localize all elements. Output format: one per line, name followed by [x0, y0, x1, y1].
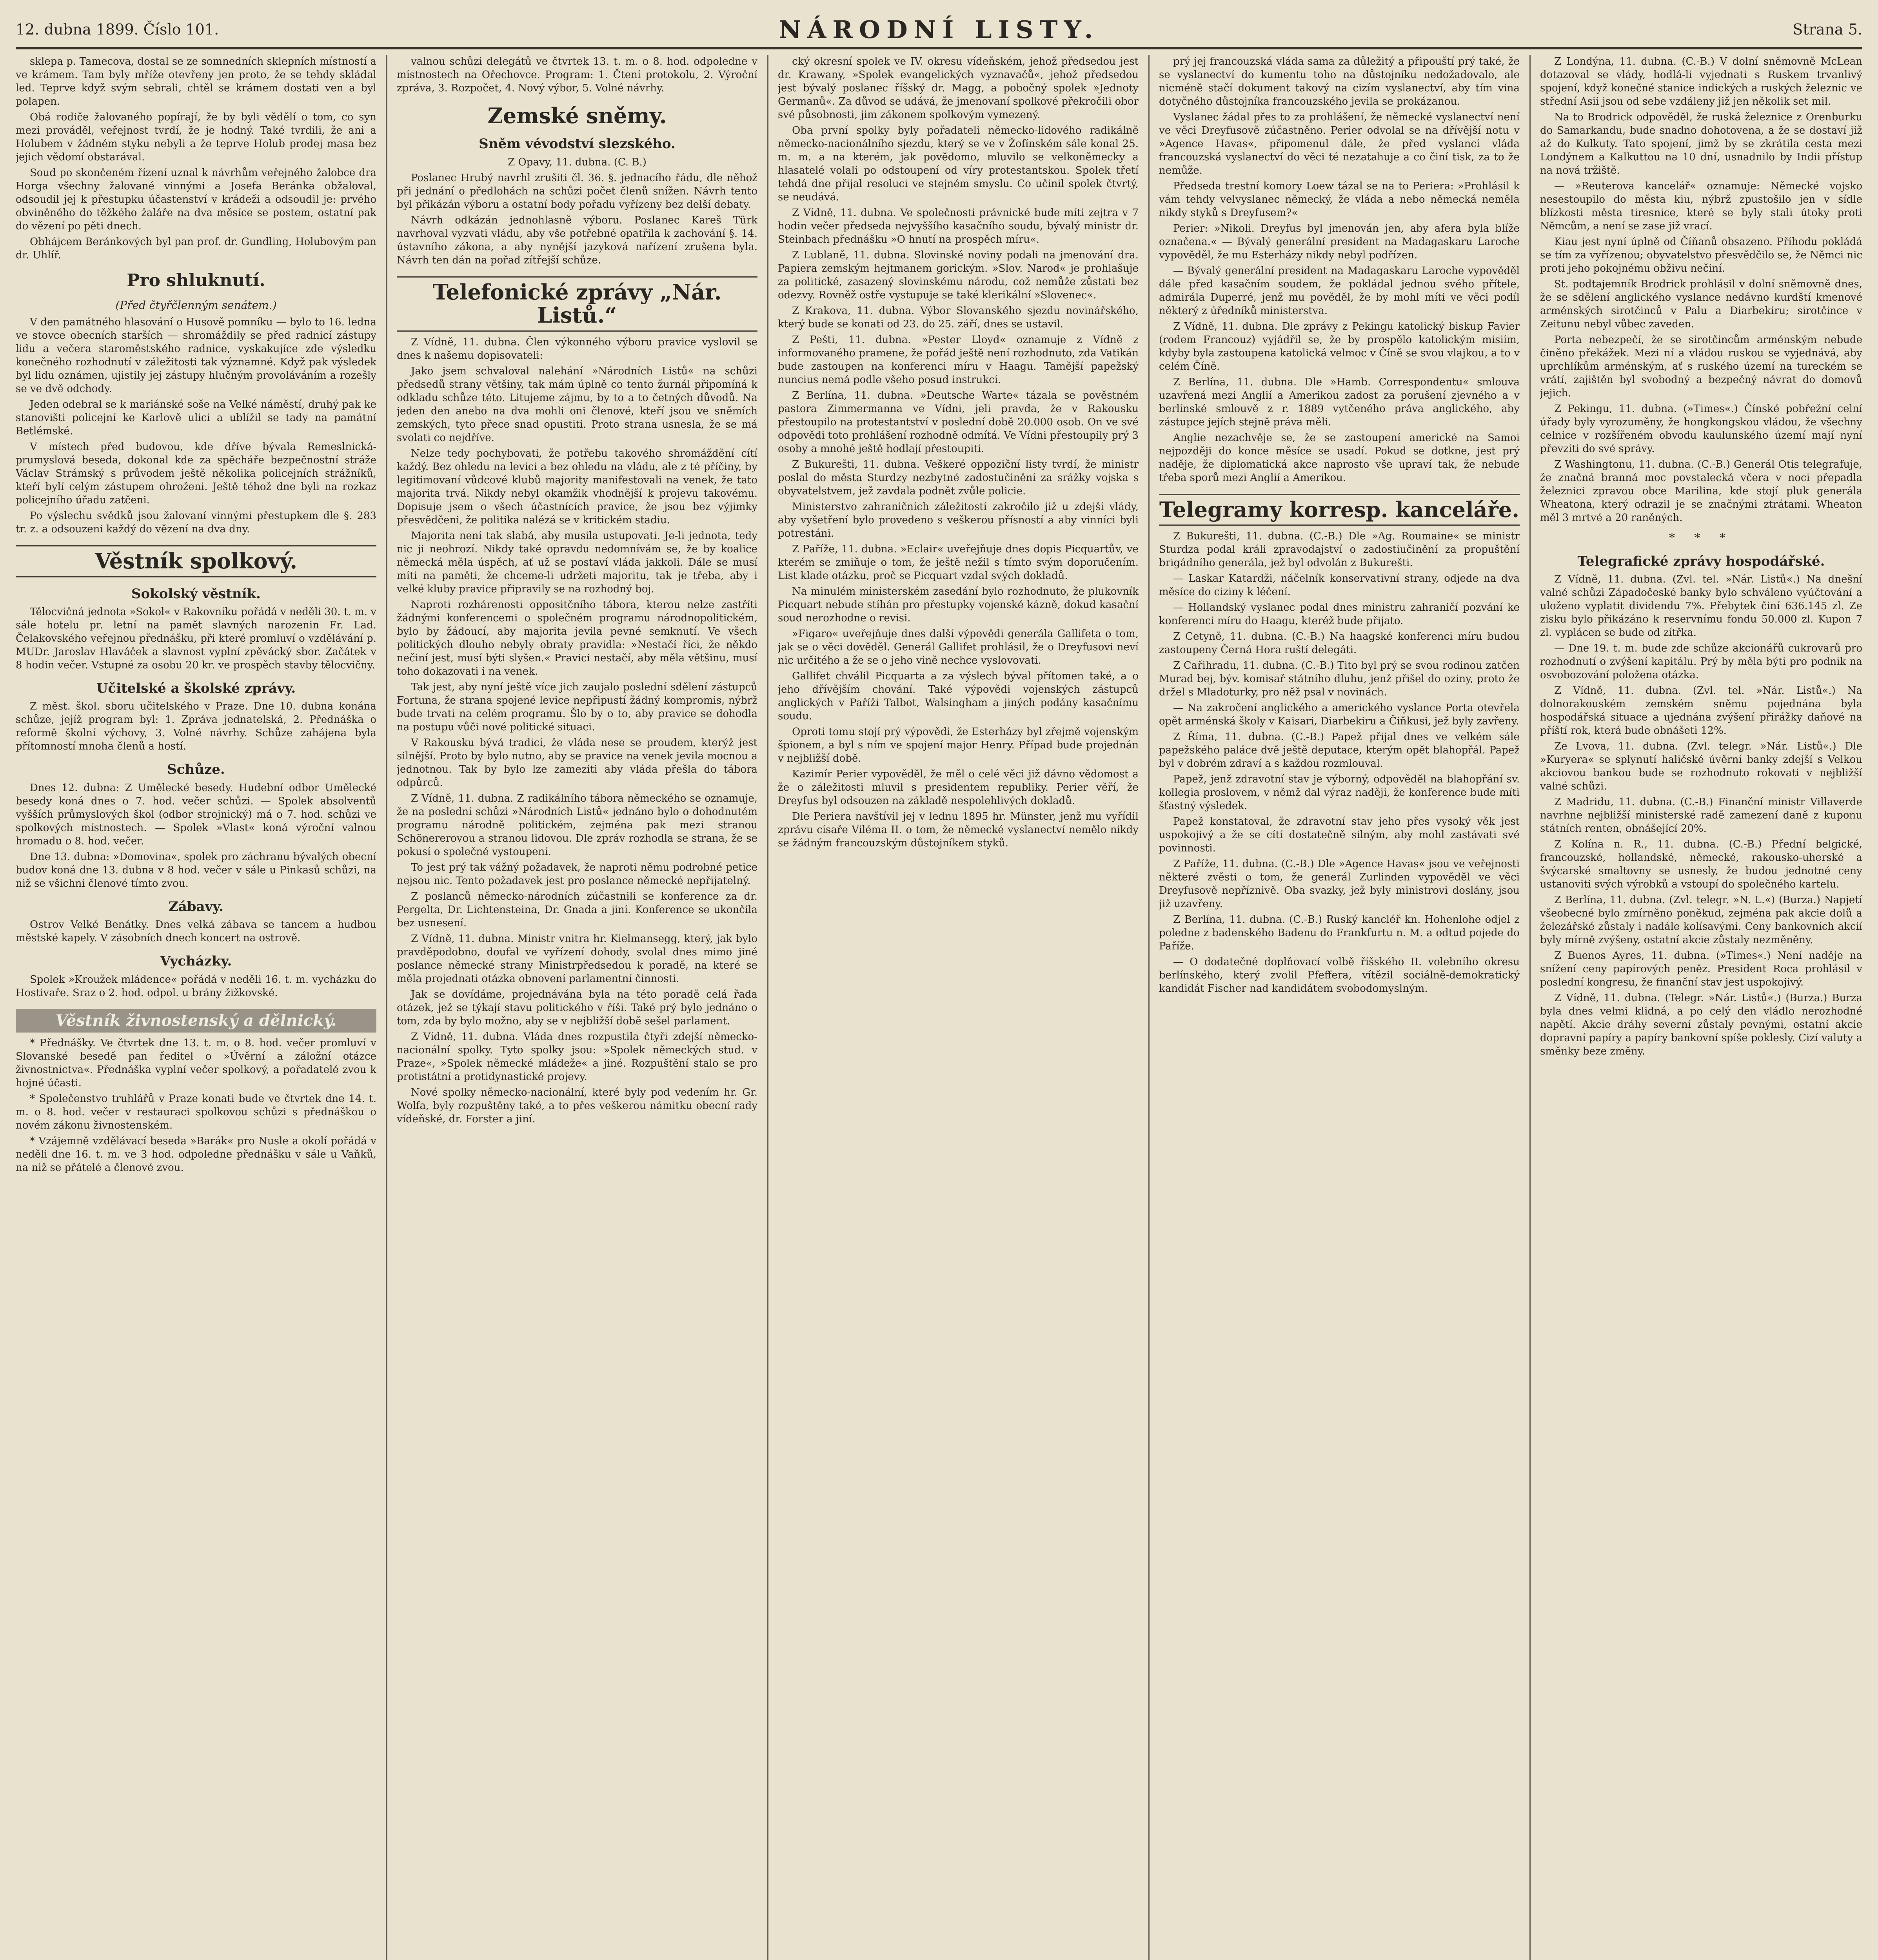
dateline-paragraph: Z Vídně, 11. dubna. Vláda dnes rozpustila čtyři zdejší německo-nacionální spolky. Tyto spolky jsou: »Spolek německých stud. v Praze«, »Spolek německé mládeže« a jiné. Rozpuštění stalo se pro protistátní a protidynastické projevy. [397, 1031, 757, 1083]
column-2 [397, 55, 757, 1960]
masthead [16, 12, 1862, 49]
article-paragraph: Ostrov Velké Benátky. Dnes velká zábava se tancem a hudbou městské kapely. V zásobních dnech koncert na ostrově. [16, 919, 376, 944]
column-3 [778, 55, 1139, 1960]
article-paragraph: — O dodatečné doplňovací volbě říšského II. volebního okresu berlínského, který zvolil Pfeffera, vítězil sociálně-demokratický kandidát Fischer nad kandidátem svobodomyslným. [1159, 956, 1520, 995]
headline-shluknuti: Pro shluknutí. [127, 270, 265, 290]
article-paragraph: Z měst. škol. sboru učitelského v Praze. Dne 10. dubna konána schůze, jejíž program byl: 1. Zpráva jednatelská, 2. Přednáška o reformě školní výchovy, 3. Volné návrhy. Schůze zahájena byla přítomností mnoha členů a hostí. [16, 701, 376, 753]
column-rule [1529, 55, 1531, 1960]
page-number: Strana 5. [1793, 21, 1862, 38]
article-paragraph: cký okresní spolek ve IV. okresu vídeňském, jehož předsedou jest dr. Krawany, »Spolek evangelických vyznavačů«, jehož předsedou jest bývalý poslanec říšský dr. Magg, a pobočný spolek »Jednoty Germanů«. Za důvod se udává, že jmenovaní spolkové překročili obor své působnosti, jim zákonem spolkovým vymezený. [778, 56, 1139, 121]
article-paragraph: To jest prý tak vážný požadavek, že naproti němu podrobné petice nejsou nic. Tento požadavek jest pro poslance německé nepřijatelný. [397, 861, 757, 887]
article-paragraph: Kiau jest nyní úplně od Číňanů obsazeno. Příhodu pokládá se tím za vyřízenou; obyvatelstvo přesvědčilo se, že Němci nic proti jeho pokojnému obživu nečiní. [1540, 236, 1862, 274]
dateline-paragraph: Z Vídně, 11. dubna. Člen výkonného výboru pravice vyslovil se dnes k našemu dopisovateli: [397, 336, 757, 361]
dateline-paragraph: Z Pešti, 11. dubna. »Pester Lloyd« oznamuje z Vídně z informovaného pramene, že pořád ještě není rozhodnuto, zda Vatikán bude zastoupen na konferenci míru v Haagu. Tamější papežský nuncius nemá podle všeho posud instrukcí. [778, 334, 1139, 386]
section-divider: * * * [1669, 531, 1734, 545]
headline-telefonicke-zpravy: Telefonické zprávy „Nár. Listů.“ [397, 276, 757, 332]
headline-vestnik-zivnostensky: Věstník živnostenský a dělnický. [16, 1009, 376, 1033]
article-paragraph: Papež, jenž zdravotní stav je výborný, odpověděl na blahopřání sv. kollegia proslovem, v němž dal výraz naději, že konference bude míti šťastný výsledek. [1159, 773, 1520, 812]
dateline-paragraph: Z Bukurešti, 11. dubna. Veškeré oppoziční listy tvrdí, že ministr poslal do města Sturdzy nezbytné zadostučinění za srážky vojska s obyvatelstvem, jež zavdala podnět zvůle policie. [778, 459, 1139, 497]
dateline-paragraph: Z Berlína, 11. dubna. (Zvl. telegr. »N. L.«) (Burza.) Napjetí všeobecné bylo zmírněno poněkud, zejména pak akcie dolů a železářské zůstaly i nadále kolísavými. Ceny bankovních akcií byly mírně zvýšeny, ostatní akcie zůstaly nezměněny. [1540, 894, 1862, 946]
column-5 [1540, 55, 1862, 1960]
article-paragraph: Oba první spolky byly pořadateli německo-lidového radikálně německo-nacionálního sjezdu, který se ve v Žofínském sále konal 25. m. m. a na kterém, jak povědomo, mluvilo se velkoněmecky a hlasatelé volali po odstoupení od víry protestantskou. Spolek třetí tehdá dne přijal resoluci ve stejném smyslu. Co učinil spolek čtvrtý, se neudává. [778, 125, 1139, 203]
article-paragraph: Obhájcem Beránkových byl pan prof. dr. Gundling, Holubovým pan dr. Uhlíř. [16, 236, 376, 261]
article-paragraph: Dnes 12. dubna: Z Umělecké besedy. Hudební odbor Umělecké besedy koná dnes o 7. hod. večer schůzi. — Spolek absolventů vyšších průmyslových škol (odbor strojnický) má o 7. hod. schůzi ve spolkových místnostech. — Spolek »Vlast« koná výroční valnou hromadu o 8. hod. večer. [16, 782, 376, 847]
article-paragraph: Obá rodiče žalovaného popírají, že by byli vědělí o tom, co syn mezi prováděl, veřejnost tvrdí, že je hodný. Také tvrdili, že ani a Holubem v žádném styku nebyli a že teprve Holub prodej masa bez jejich vědomí obstarával. [16, 111, 376, 163]
article-paragraph: Soud po skončeném řízení uznal k návrhům veřejného žalobce dra Horga všechny žalované vinnými a Josefa Beránka obžaloval, odsoudil jej k přestupku účastenství v krádeži a odsoudil je: prvého obviněného do těžkého žaláře na dva měsíce se postem, ostatní pak do vězení po pěti dnech. [16, 167, 376, 232]
article-paragraph: Návrh odkázán jednohlasně výboru. Poslanec Kareš Türk navrhoval vyzvati vládu, aby vše potřebné opatřila k zachování §. 14. ústavního zákona, a aby nynější jazyková nařízení zrušena byla. Návrh ten dán na pořad zítřejší schůze. [397, 214, 757, 266]
column-rule [386, 55, 387, 1960]
dateline: Z Opavy, 11. dubna. (C. B.) [508, 156, 647, 168]
article-paragraph: V místech před budovou, kde dříve bývala Remeslnická-prumyslová beseda, dokonal kde za spěcháře bezpečnostní stráže Václav Strámský s průvodem ještě několika policejních strážníků, kteří bylí celým zástupem ohroženi. Ještě téhož dne byli na rozkaz policejního úřadu zatčeni. [16, 441, 376, 506]
article-paragraph: — Bývalý generální president na Madagaskaru Laroche vypověděl dále před kasačním soudem, že pokládal jednou svého přítele, admirála Duperré, jenž mu pověděl, že by mohl míti ve věci podíl některý z úředníků ministerstva. [1159, 265, 1520, 317]
article-paragraph: Nové spolky německo-nacionální, které byly pod vedením hr. Gr. Wolfa, byly rozpuštěny také, a to přes veškerou námitku obecní rady vídeňské, dr. Forster a jiní. [397, 1086, 757, 1125]
issue-date: 12. dubna 1899. Číslo 101. [16, 21, 219, 38]
dateline-paragraph: Z Kolína n. R., 11. dubna. (C.-B.) Přední belgické, francouzské, hollandské, německé, rakousko-uherské a švýcarské smaltovny se usnesly, že budou jednotné ceny ustanoviti svých výrobků a vstoupí do společného kartelu. [1540, 838, 1862, 891]
subhead-vychazky: Vycházky. [160, 953, 232, 969]
article-paragraph: Nelze tedy pochybovati, že potřebu takového shromáždění cítí každý. Bez ohledu na levici a bez ohledu na vládu, ale z té příčiny, by legitimovaní vůdcové klubů majority manifestovali na venek, že tato majorita trvá. Nikdy nebyl okamžik vhodnější k projevu takovému. Dopisuje jsem o všech účastnících pravice, že jsou bez výjimky přesvědčeni, že politika nalézá se v kritickém stadiu. [397, 447, 757, 526]
dateline-paragraph: Z Vídně, 11. dubna. (Zvl. tel. »Nár. Listů«.) Na dolnorakouském zemském sněmu pojednána byla hospodářská situace a ujednána zvýšení přirážky daňové na příští rok, která bude obnášeti 12%. [1540, 685, 1862, 737]
dateline-paragraph: Z Berlína, 11. dubna. »Deutsche Warte« tázala se pověstném pastora Zimmermanna ve Vídni, jeli pravda, že v Rakousku přestoupilo na protestantství v poslední době 20.000 osob. On ve své odpovědi toto prohlášení rozhodně odmítá. Ve Vídni přestoupily prý 3 osoby a mnohé ještě hodlají přestoupiti. [778, 390, 1139, 455]
article-paragraph: Tělocvičná jednota »Sokol« v Rakovníku pořádá v neděli 30. t. m. v sále hotelu pr. letní na pamět slavných narozenin Fr. Lad. Čelakovského veřejnou přednášku, při které promluví o vzdělávání p. MUDr. Jaroslav Hlaváček a slavnost vyplní zpěvácký sbor. Začátek v 8 hodin večer. Vstupné za osobu 20 kr. ve prospěch stavby tělocvičny. [16, 606, 376, 671]
article-paragraph: * Přednášky. Ve čtvrtek dne 13. t. m. o 8. hod. večer promluví v Slovanské besedě pan ředitel o »Úvěrní a záložní otázce živnostnictva«. Přednáška vyplní večer spolkový, a pořadatelé zvou k hojné účasti. [16, 1037, 376, 1089]
article-paragraph: — Hollandský vyslanec podal dnes ministru zahraničí pozvání ke konferenci míru do Haagu, kteréž bude přijato. [1159, 602, 1520, 627]
article-paragraph: »Figaro« uveřejňuje dnes další výpovědi generála Gallifeta o tom, jak se o věci dověděl. Generál Gallifet prohlásil, že o Dreyfusovi neví nic určitého a že se o jeho vině nechce vyslovovati. [778, 628, 1139, 666]
headline-telegramy-koresp: Telegramy korresp. kanceláře. [1159, 494, 1520, 526]
article-paragraph: Předseda trestní komory Loew tázal se na to Periera: »Prohlásil k vám tehdy velvyslanec německý, že vláda a nebo německá neměla nikdy styků s Dreyfusem?« [1159, 180, 1520, 219]
article-paragraph: Poslanec Hrubý navrhl zrušiti čl. 36. §. jednacího řádu, dle něhož při jednání o předlohách na schůzi počet členů snížen. Návrh tento byl přikázán výboru a ostatní body pořadu vyřízeny bez delší debaty. [397, 172, 757, 211]
article-paragraph: Jeden odebral se k mariánské soše na Velké náměstí, druhý pak ke stanovišti policejní ke Karlově ulici a ublížil se tady na památní Betlémské. [16, 399, 376, 437]
dateline-paragraph: Z Paříže, 11. dubna. (C.-B.) Dle »Agence Havas« jsou ve veřejnosti některé zvěsti o tom, že generál Zurlinden vypověděl ve věci Dreyfusově nepříznivě. Oba svazky, jež byly ministrovi doslány, jsou již uzavřeny. [1159, 858, 1520, 910]
article-paragraph: St. podtajemník Brodrick prohlásil v dolní sněmovně dnes, že se sdělení anglického vyslance nedávno kurdští kmenové arménských sirotčinců v Palu a Diarbekiru; sirotčince v Zeitunu nebyl vůbec zaveden. [1540, 278, 1862, 330]
headline-zemske-snemy: Zemské sněmy. [487, 103, 667, 128]
article-paragraph: Na minulém ministerském zasedání bylo rozhodnuto, že plukovník Picquart nebude stíhán pro přestupky vojenské kázně, dokud kasační soud nerozhodne o revisi. [778, 586, 1139, 624]
article-paragraph: V Rakousku bývá tradicí, že vláda nese se proudem, kterýž jest silnější. Proto by bylo nutno, aby se pravice na venek jevila mocnou a jednotnou. Tak by bylo lze zameziti aby vláda přešla do tábora odpůrců. [397, 737, 757, 789]
article-paragraph: Oproti tomu stojí prý výpovědi, že Esterházy byl zřejmě vojenským špionem, a byl s ním ve spojení major Henry. Případ bude projednán v nejbližší době. [778, 726, 1139, 764]
article-paragraph: Vyslanec žádal přes to za prohlášení, že německé vyslanectví není ve věci Dreyfusově zúčastněno. Perier odvolal se na dřívější notu v »Agence Havas«, připomenul dále, že před vyslancí vláda francouzská vyslanectví do věci té nezatahuje a co činí tisk, za to že nemůže. [1159, 111, 1520, 176]
dateline-paragraph: Z Madridu, 11. dubna. (C.-B.) Finanční ministr Villaverde navrhne nejbližší ministerské radě zamezení daně z kuponu státních renten, obnášející 20%. [1540, 796, 1862, 835]
dateline-paragraph: Z Berlína, 11. dubna. Dle »Hamb. Correspondentu« smlouva uzavřená mezi Anglií a Amerikou zadost za porušení zjevného a v berlínské smlouvě z r. 1889 vytčeného práva anglického, aby zástupce jejích stejně práva měli. [1159, 376, 1520, 428]
dateline-paragraph: Z Paříže, 11. dubna. »Eclair« uveřejňuje dnes dopis Picquartův, ve kterém se zmiňuje o tom, že ještě nežil s tímto svým doporučením. List klade otázku, proč se Picquart vzdal svých dokladů. [778, 543, 1139, 582]
dateline-paragraph: Z Washingtonu, 11. dubna. (C.-B.) Generál Otis telegrafuje, že značná branná moc povstalecká včera v noci přepadla železnici zpravou obce Marilina, kde stojí pluk generála Wheatona, který odrazil je se značnými ztrátami. Wheaton měl 3 mrtvé a 20 raněných. [1540, 459, 1862, 524]
dateline-paragraph: Z Cařihradu, 11. dubna. (C.-B.) Tito byl prý se svou rodinou zatčen Murad bej, býv. komisař státního dluhu, jenž přišel do oziny, proto že držel s Mladoturky, pro něž psal v novinách. [1159, 660, 1520, 699]
subhead-schuze: Schůze. [167, 762, 225, 778]
article-paragraph: Spolek »Kroužek mládence« pořádá v neděli 16. t. m. vycházku do Hostivaře. Sraz o 2. hod. odpol. u brány žižkovské. [16, 973, 376, 999]
dateline-paragraph: Ze Lvova, 11. dubna. (Zvl. telegr. »Nár. Listů«.) Dle »Kuryera« se splynutí haličské úvěrní banky zdejší s Velkou akciovou bankou bude se rozhodnuto rokovati v nejbližší valné schůzi. [1540, 740, 1862, 793]
article-paragraph: Porta nebezpečí, že se sirotčincům arménským nebude činěno překážek. Mezi ní a vládou ruskou se vyjednává, aby uprchlíkům arménským, ať s ruského území na tureckém se vrátí, zajištěn byl svobodný a bezpečný návrat do domovů jejich. [1540, 334, 1862, 399]
article-paragraph: Majorita není tak slabá, aby musila ustupovati. Je-li jednota, tedy nic ji neohrozí. Nikdy také opravdu nedomnívám se, že by koalice německá měla úspěch, ať už se postaví vláda jakkoli. Dále se musí míti na paměti, že chceme-li udržeti majoritu, tak je třeba, aby i velké kluby pravice připravily se na rozhodný boj. [397, 530, 757, 595]
article-paragraph: V den památného hlasování o Husově pomníku — bylo to 16. ledna ve stovce obecních starších — shromáždily se před radnicí zástupy lidu a večera staroměstského radnice, vyskakujíce zde výsledku konečného rozhodnutí v záležitosti tak významné. Když pak výsledek byl lidu oznámen, ujistily jej zástupy hlučným provoláváním a rozešly se ve dvě odchody. [16, 316, 376, 395]
article-paragraph: Z poslanců německo-národních zúčastnili se konference za dr. Pergelta, Dr. Lichtensteina, Dr. Gnada a jiní. Konference se ukončila bez usnesení. [397, 890, 757, 929]
column-rule [1148, 55, 1150, 1960]
article-paragraph: Papež konstatoval, že zdravotní stav jeho přes vysoký věk jest uspokojivý a že se cítí dostatečně silným, aby mohl zastávati své povinnosti. [1159, 816, 1520, 855]
headline-vestnik-spolkovy: Věstník spolkový. [16, 545, 376, 577]
article-paragraph: Ministerstvo zahraničních záležitostí zakročilo již u zdejší vlády, aby vyšetření bylo provedeno s veškerou přísností a aby vinníci byli potrestáni. [778, 501, 1139, 539]
dateline-paragraph: Z Vídně, 11. dubna. Ve společnosti právnické bude míti zejtra v 7 hodin večer předseda nejvyššího kasačního soudu, bývalý ministr dr. Steinbach přednášku »O hnutí na prospěch míru«. [778, 207, 1139, 245]
article-paragraph: Dle Periera navštívil jej v lednu 1895 hr. Münster, jenž mu vyřídil zprávu císaře Viléma II. o tom, že německé vyslanectví nemělo nikdy se žádným francouzským důstojníkem styků. [778, 811, 1139, 849]
dateline-paragraph: Z Říma, 11. dubna. (C.-B.) Papež přijal dnes ve velkém sále papežského paláce dvě ještě deputace, kterým opět blahopřál. Papež byl v dobrém zdraví a s každou rozmlouval. [1159, 731, 1520, 770]
dateline-paragraph: Z Vídně, 11. dubna. (Telegr. »Nár. Listů«.) (Burza.) Burza byla dnes velmi klidná, a po celý den vládlo nerozhodné napětí. Akcie dráhy severní zůstaly pevnými, ostatní akcie dopravní papíry a papíry bankovní spíše poklesly. Cizí valuty a směnky beze změny. [1540, 992, 1862, 1058]
article-paragraph: Po výslechu svědků jsou žalovaní vinnými přestupkem dle §. 283 tr. z. a odsouzeni každý do vězení na dva dny. [16, 510, 376, 535]
dateline-paragraph: Z Pekingu, 11. dubna. (»Times«.) Čínské pobřežní celní úřady byly vyrozuměny, že hongkongskou vládou, že všechny celnice v rozšířeném obvodu kaulunského území mají nyní převzíti do své správy. [1540, 403, 1862, 455]
column-1 [16, 55, 376, 1960]
article-paragraph: Gallifet chválil Picquarta a za výslech býval přítomen také, a o jeho dřívějším chování. Také výpovědi vojenských zástupců anglických v Paříži Talbot, Walsingham a jiných podány kasačnímu soudu. [778, 670, 1139, 722]
article-paragraph: prý jej francouzská vláda sama za důležitý a připouští prý také, že se vyslanectví do kumentu toho na důstojníku nedožadovalo, ale nicméně stačí dokument takový na cizím vyslanectví, aby tím vina dotyčného důstojníka francouzského jevila se prokázanou. [1159, 56, 1520, 107]
dateline-paragraph: Z Lublaně, 11. dubna. Slovinské noviny podali na jmenování dra. Papiera zemským hejtmanem gorickým. »Slov. Narod« je prohlašuje za politické, zasazený slovinskému národu, což nemůže zůstati bez odezvy. Rovněž ostře vystupuje se také klerikální »Slovenec«. [778, 249, 1139, 301]
newspaper-title: NÁRODNÍ LISTY. [779, 15, 1099, 44]
article-paragraph: Tak jest, aby nyní ještě více jich zaujalo poslední sdělení zástupců Fortuna, že strana spojené levice nepřipustí žádný kompromis, nýbrž bude trvati na celém programu. Šlo by o to, aby pravice se dohodla na postupu vůči nové politické situaci. [397, 681, 757, 733]
article-paragraph: Jako jsem schvaloval nalehání »Národních Listů« na schůzi předsedů strany většiny, tak mám úplně co tento žurnál připomíná k odkladu schůze této. Litujeme zájmu, by to a to četných důvodů. Na jeden den anebo na dva mohli oni členové, kteří jsou ve sněmích zemských, tyto přece snad opustiti. Proto strana usnesla, že se má svolati co nejdříve. [397, 365, 757, 444]
dateline-paragraph: Z Vídně, 11. dubna. Ministr vnitra hr. Kielmansegg, který, jak bylo pravděpodobno, doufal ve vyřízení dohody, svolal dnes mimo jiné poslance německé strany Ministrpředsedou k poradě, na které se měla projednati otázka obnovení parlamentní činnosti. [397, 933, 757, 985]
article-paragraph: — Laskar Katardži, náčelník konservativní strany, odjede na dva měsíce do ciziny k léčení. [1159, 573, 1520, 598]
dateline-paragraph: Z Vídně, 11. dubna. Z radikálního tábora německého se oznamuje, že na poslední schůzi »Národních Listů« jednáno bylo o dohodnutém programu národně politickém, zejména pak mezi stranou Schönererovou a stranou lidovou. Dle zpráv rozhodla se strana, že se pokusí o společné vystoupení. [397, 792, 757, 858]
column-rule [767, 55, 768, 1960]
subhead-zabavy: Zábavy. [168, 898, 224, 915]
newspaper-page [16, 12, 1862, 1960]
headline-telegraficke-hospodarske: Telegrafické zprávy hospodářské. [1577, 554, 1825, 569]
article-paragraph: — »Reuterova kancelář« oznamuje: Německé vojsko nesestoupilo do města kiu, nýbrž zpustošilo jen v sídle blízkosti města tiresnice, které se byly stali útoky proti Němcům, a není se zase již vrací. [1540, 180, 1862, 232]
dateline-paragraph: Z Berlína, 11. dubna. (C.-B.) Ruský kancléř kn. Hohenlohe odjel z poledne z badenského Badenu do Frankfurtu n. M. a odtud pojede do Paříže. [1159, 914, 1520, 953]
article-paragraph: sklepa p. Tamecova, dostal se ze somnedních sklepních místností a ve krámem. Tam byly mříže otevřeny jen proto, že se tehdy skládal led. Teprve když svým sebrali, chtěl se krámem dostati ven a byl polapen. [16, 56, 376, 107]
subhead-senat: (Před čtyřčlenným senátem.) [115, 299, 277, 312]
article-paragraph: — Dne 19. t. m. bude zde schůze akcionářů cukrovarů pro rozhodnutí o zvýšení kapitálu. Prý by měla býti pro podnik na osvobozování položena otázka. [1540, 642, 1862, 681]
article-paragraph: Anglie nezachvěje se, že se zastoupení americké na Samoi nejpozději do konce měsíce se usadí. Pokud se dotkne, jest prý naděje, že diplomatická akce naprosto vše upraví tak, že nebude třeba sporů mezi Anglií a Amerikou. [1159, 432, 1520, 484]
subhead-ucitelske: Učitelské a školské zprávy. [96, 680, 296, 696]
dateline-paragraph: Z Vídně, 11. dubna. Dle zprávy z Pekingu katolický biskup Favier (rodem Francouz) vyjádřil se, že by prospělo katolickým misiím, kdyby byla zastoupena katolická velmoc v Číně se svou vlajkou, a to v celém Číně. [1159, 321, 1520, 372]
dateline-paragraph: Z Buenos Ayres, 11. dubna. (»Times«.) Není naděje na snížení ceny papírových peněz. President Roca prohlásil v poslední kongresu, že finanční stav jest uspokojivý. [1540, 950, 1862, 989]
column-4 [1159, 55, 1520, 1960]
article-paragraph: valnou schůzi delegátů ve čtvrtek 13. t. m. o 8. hod. odpoledne v místnostech na Ořechovce. Program: 1. Čtení protokolu, 2. Výroční zpráva, 3. Rozpočet, 4. Nový výbor, 5. Volné návrhy. [397, 56, 757, 94]
article-paragraph: * Společenstvo truhlářů v Praze konati bude ve čtvrtek dne 14. t. m. o 8. hod. večer v restauraci spolkovou schůzi s přednáškou o novém zákonu živnostenském. [16, 1093, 376, 1131]
columns [16, 55, 1862, 1960]
dateline-paragraph: Z Cetyně, 11. dubna. (C.-B.) Na haagské konferenci míru budou zastoupeny Černá Hora ruští delegáti. [1159, 631, 1520, 656]
article-paragraph: * Vzájemně vzdělávací beseda »Barák« pro Nusle a okolí pořádá v neděli dne 16. t. m. ve 3 hod. odpoledne přednášku v sále u Vaňků, na niž se přátelé a členové zvou. [16, 1135, 376, 1174]
article-paragraph: Na to Brodrick odpověděl, že ruská železnice z Orenburku do Samarkandu, bude snadno dohotovena, a že se dostaví již až do Kulkuty. Tato spojení, jimž by se zkrátila cesta mezi Londýnem a Kalkuttou na 10 dní, usnadnilo by Indii přístup na nová tržiště. [1540, 111, 1862, 176]
article-paragraph: Perier: »Nikoli. Dreyfus byl jmenován jen, aby afera byla blíže označena.« — Bývalý generální president na Madagaskaru Laroche vypověděl, že mu Esterházy nikdy nebyl podřízen. [1159, 223, 1520, 261]
subhead-sokolsky: Sokolský věstník. [131, 586, 261, 602]
article-paragraph: Naproti rozhárenosti oppositčního tábora, kterou nelze zastříti žádnými konferencemi o společném programu národnopolitickém, bylo by žádoucí, aby majorita jevila pevné semknutí. Ve všech politických dlouho nebyly obraty pravidla: »Nestačí říci, že někdo nečiní jest, musí býti slyšen.« Pravici nestačí, aby měla většinu, musí toho dokazovati i na venek. [397, 599, 757, 677]
subhead-slezsky-snem: Sněm vévodství slezského. [479, 136, 676, 152]
dateline-paragraph: Z Krakova, 11. dubna. Výbor Slovanského sjezdu novinářského, který bude se konati od 23. do 25. září, dnes se ustavil. [778, 305, 1139, 330]
article-paragraph: Dne 13. dubna: »Domovina«, spolek pro záchranu bývalých obecní budov koná dne 13. dubna v 8 hod. večer v sále u Pinkasů schůzi, na niž se všichni členové tímto zvou. [16, 851, 376, 889]
dateline-paragraph: Z Bukurešti, 11. dubna. (C.-B.) Dle »Ag. Roumaine« se ministr Sturdza podal králi zpravodajství o zadostiučinění za propuštění brigádního generála, jež byl odvolán z Bukurešti. [1159, 530, 1520, 569]
dateline-paragraph: Z Vídně, 11. dubna. (Zvl. tel. »Nár. Listů«.) Na dnešní valné schůzi Západočeské banky bylo schváleno vyúčtování a uloženo vyplatit dividendu 7%. Přebytek činí 636.145 zl. Ze zisku bylo přikázáno k reservnímu fondu 50.000 zl. Kupon 7 zl. vyplácen se bude od zítřka. [1540, 573, 1862, 639]
dateline-paragraph: Z Londýna, 11. dubna. (C.-B.) V dolní sněmovně McLean dotazoval se vlády, hodlá-li vyjednati s Ruskem trvanlivý spojení, když konečné stanice indických a ruských železnic ve střední Asii jsou od sebe vzdáleny již jen několik set mil. [1540, 56, 1862, 107]
article-paragraph: — Na zakročení anglického a amerického vyslance Porta otevřela opět arménská školy v Kaisari, Diarbekiru a Čiňkusi, jež byly zavřeny. [1159, 702, 1520, 728]
dateline-paragraph: Kazimír Perier vypověděl, že měl o celé věci již dávno vědomost a že o záležitosti mluvil s presidentem republiky. Perier věří, že Dreyfus byl odsouzen na základě nespolehlivých dokladů. [778, 768, 1139, 807]
article-paragraph: Jak se dovídáme, projednávána byla na této poradě celá řada otázek, jež se týkají stavu politického v říši. Také prý bylo jednáno o tom, zda by bylo možno, aby se v nejbližší době sešel parlament. [397, 988, 757, 1027]
